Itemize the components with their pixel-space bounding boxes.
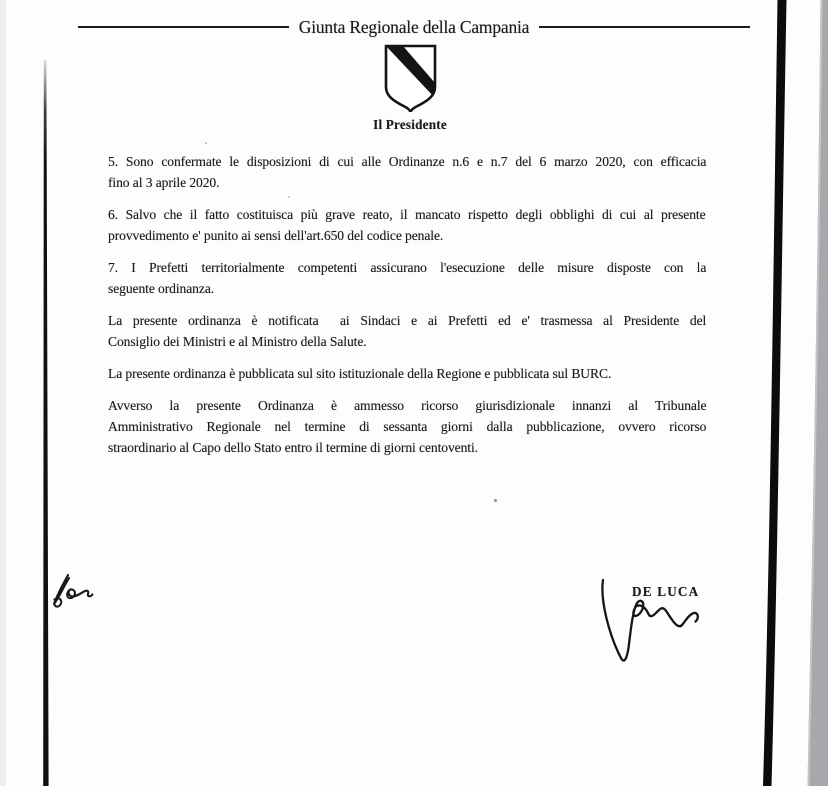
text-line: Consiglio dei Ministri e al Ministro della Salute. <box>108 334 367 349</box>
paragraph <box>108 151 706 193</box>
paragraph <box>108 363 706 384</box>
text-line: straordinario al Capo dello Stato entro il termine di giorni centoventi. <box>108 440 478 455</box>
header-rule-left <box>78 26 289 28</box>
text-line: La presente ordinanza è pubblicata sul sito istituzionale della Regione e pubblicata sul BURC. <box>108 366 612 381</box>
initials-signature-scribble <box>46 567 102 615</box>
document-header <box>78 16 750 38</box>
signature-name: DE LUCA <box>632 584 700 599</box>
scan-left-edge-line <box>43 60 48 786</box>
text-line: La presente ordinanza è notificata ai Sindaci e ai Prefetti ed e' trasmessa al Presidente del <box>108 313 707 328</box>
text-line: 5. Sono confermate le disposizioni di cui alle Ordinanze n.6 e n.7 del 6 marzo 2020, con efficacia <box>108 154 707 169</box>
initials-stroke <box>54 575 93 607</box>
scan-speck <box>494 499 497 502</box>
scan-speck <box>288 196 290 198</box>
paragraph <box>108 310 706 352</box>
screen-right-bezel <box>808 0 828 786</box>
text-line: Avverso la presente Ordinanza è ammesso ricorso giurisdizionale innanzi al Tribunale <box>108 398 707 413</box>
header-title: Giunta Regionale della Campania <box>298 16 530 37</box>
text-line: provvedimento e' punito ai sensi dell'art.650 del codice penale. <box>108 228 444 243</box>
screen-right-bezel-highlight <box>808 0 823 786</box>
scan-speck <box>205 142 207 144</box>
text-line: fino al 3 aprile 2020. <box>108 175 220 190</box>
text-line: 7. I Prefetti territorialmente competenti assicurano l'esecuzione delle misure disposte con la <box>108 260 707 275</box>
text-line: 6. Salvo che il fatto costituisca più grave reato, il mancato rispetto degli obblighi di cui al presente <box>108 207 706 222</box>
document-paragraphs <box>108 151 706 469</box>
role-label: Il Presidente <box>373 117 447 132</box>
paragraph <box>108 257 706 299</box>
campania-shield-icon <box>383 43 438 112</box>
paragraph <box>108 204 706 246</box>
text-line: seguente ordinanza. <box>108 281 215 296</box>
paragraph <box>108 395 706 458</box>
signature-stroke <box>602 580 700 661</box>
header-rule-right <box>539 26 750 28</box>
screen-left-bezel <box>0 0 6 786</box>
text-line: Amministrativo Regionale nel termine di sessanta giorni dalla pubblicazione, ovvero ricorso <box>108 419 707 434</box>
signature-scribble <box>585 570 715 680</box>
scan-right-edge-bar <box>763 0 787 786</box>
